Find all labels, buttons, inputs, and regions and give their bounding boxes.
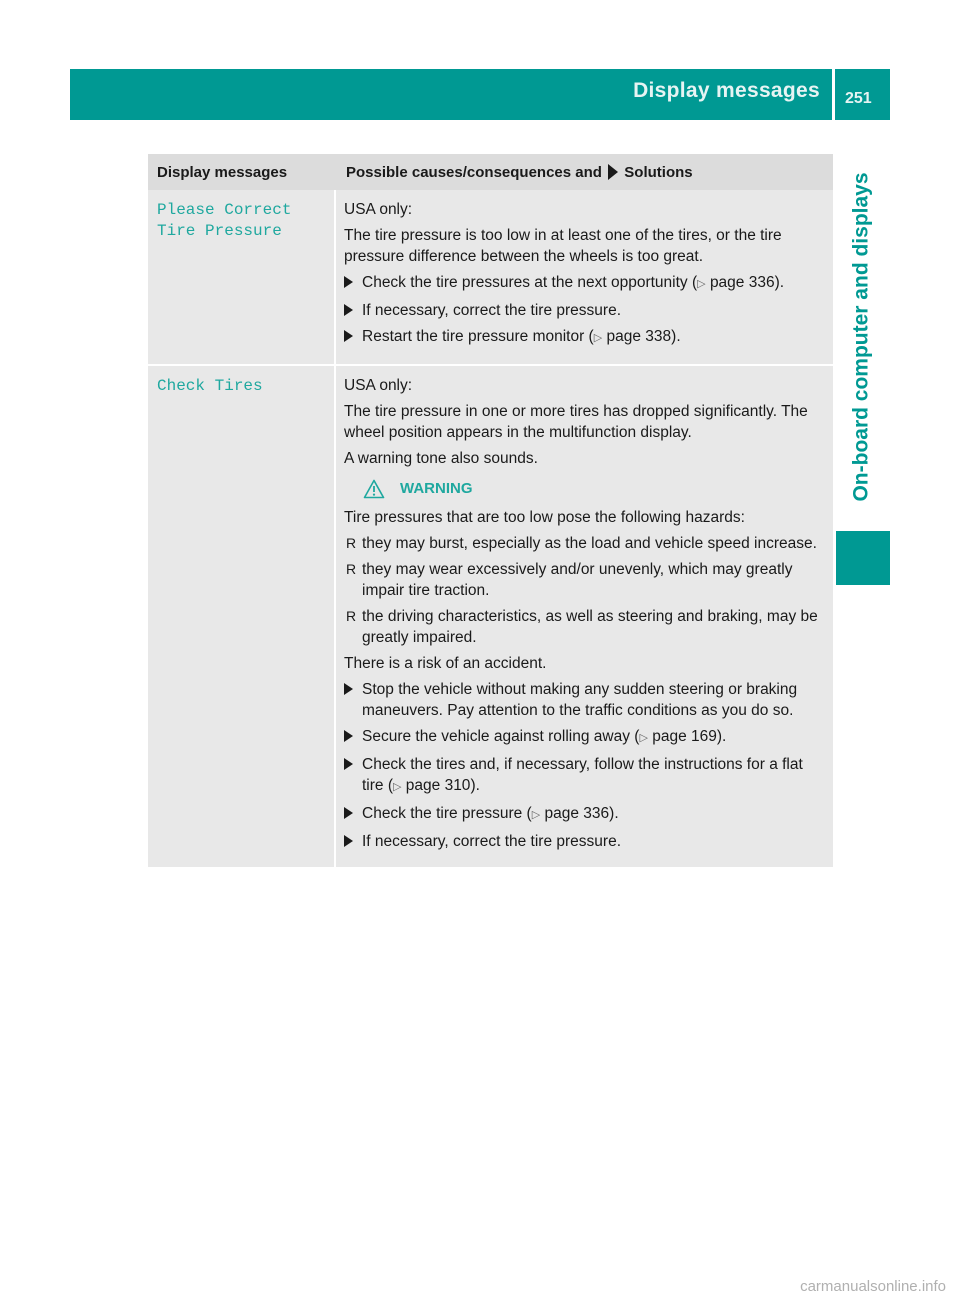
column-header-solutions-label: Solutions bbox=[624, 163, 693, 181]
table-header-row bbox=[148, 154, 833, 190]
solution-cell bbox=[335, 190, 833, 365]
list-item: R the driving characteristics, as well as steering and braking, may be greatly impaired. bbox=[346, 608, 818, 646]
action-step: Stop the vehicle without making any sudden steering or braking maneuvers. Pay attention to the traffic conditions as you do so. bbox=[344, 679, 827, 721]
hazard-intro: Tire pressures that are too low pose the following hazards: bbox=[344, 509, 745, 526]
solution-cell bbox=[335, 365, 833, 867]
display-message-cell bbox=[148, 190, 335, 365]
page-ref-icon: ▷ bbox=[593, 332, 603, 344]
header-divider bbox=[832, 69, 835, 120]
display-message-text: Please Correct bbox=[157, 201, 292, 219]
step-arrow-icon bbox=[344, 276, 353, 288]
region-note: USA only: bbox=[344, 201, 413, 218]
page-number: 251 bbox=[845, 90, 872, 107]
table-row bbox=[148, 365, 833, 867]
step-arrow-icon bbox=[344, 683, 353, 695]
list-item: R they may wear excessively and/or unevenly, which may greatly impair tire traction. bbox=[346, 561, 793, 599]
action-step: Check the tire pressures at the next opportunity (▷ page 336). bbox=[344, 272, 827, 295]
column-header-causes: Possible causes/consequences and bbox=[346, 163, 602, 181]
section-tab-label: On-board computer and displays bbox=[850, 172, 873, 502]
page-reference-link[interactable]: ▷ page 169 bbox=[639, 728, 717, 745]
page-reference-link[interactable]: ▷ page 310 bbox=[393, 777, 471, 794]
step-arrow-icon bbox=[344, 330, 353, 342]
action-step: Check the tire pressure (▷ page 336). bbox=[344, 803, 827, 826]
display-message-text: Check Tires bbox=[157, 377, 263, 395]
bullet-icon: R bbox=[346, 535, 357, 551]
step-arrow-icon bbox=[344, 758, 353, 770]
action-step: Secure the vehicle against rolling away (▷ page 169). bbox=[344, 726, 827, 749]
display-message-text: Tire Pressure bbox=[157, 222, 282, 240]
page-reference-link[interactable]: ▷ page 336 bbox=[697, 274, 775, 291]
header-bar bbox=[70, 69, 890, 120]
action-step: If necessary, correct the tire pressure. bbox=[344, 831, 827, 852]
warning-label: WARNING bbox=[400, 480, 473, 497]
step-arrow-icon bbox=[344, 835, 353, 847]
step-arrow-icon bbox=[344, 807, 353, 819]
page-reference-link[interactable]: ▷ page 336 bbox=[531, 805, 610, 822]
cause-text: The tire pressure in one or more tires has dropped significantly. The wheel position appears in the multifunction display. bbox=[344, 403, 808, 441]
bullet-icon: R bbox=[346, 608, 357, 624]
action-step: Check the tires and, if necessary, follow the instructions for a flat tire (▷ page 310). bbox=[344, 754, 827, 798]
display-message-cell bbox=[148, 365, 335, 867]
page-ref-icon: ▷ bbox=[393, 781, 402, 793]
page-ref-icon: ▷ bbox=[697, 278, 706, 290]
display-messages-table bbox=[148, 154, 833, 867]
page-reference-link[interactable]: ▷ page 338 bbox=[593, 328, 672, 345]
risk-text: There is a risk of an accident. bbox=[344, 655, 547, 672]
arrow-icon bbox=[608, 164, 618, 180]
list-item: R they may burst, especially as the load and vehicle speed increase. bbox=[346, 535, 817, 552]
bullet-icon: R bbox=[346, 561, 357, 577]
tone-text: A warning tone also sounds. bbox=[344, 450, 538, 467]
step-arrow-icon bbox=[344, 730, 353, 742]
section-tab bbox=[836, 132, 888, 542]
table-row bbox=[148, 190, 833, 365]
action-step: If necessary, correct the tire pressure. bbox=[344, 300, 827, 321]
column-header-solutions bbox=[335, 154, 833, 190]
page-title: Display messages bbox=[633, 79, 820, 102]
warning-triangle-icon bbox=[363, 479, 385, 499]
column-header-display-messages: Display messages bbox=[148, 154, 335, 190]
warning-heading bbox=[344, 478, 827, 499]
action-step: Restart the tire pressure monitor (▷ page 338). bbox=[344, 326, 827, 349]
watermark: carmanualsonline.info bbox=[800, 1278, 946, 1295]
cause-text: The tire pressure is too low in at least one of the tires, or the tire pressure difference between the wheels is too great. bbox=[344, 227, 782, 265]
region-note: USA only: bbox=[344, 377, 413, 394]
page-ref-icon: ▷ bbox=[531, 809, 541, 821]
section-tab-marker bbox=[836, 531, 890, 585]
page-ref-icon: ▷ bbox=[639, 732, 648, 744]
step-arrow-icon bbox=[344, 304, 353, 316]
